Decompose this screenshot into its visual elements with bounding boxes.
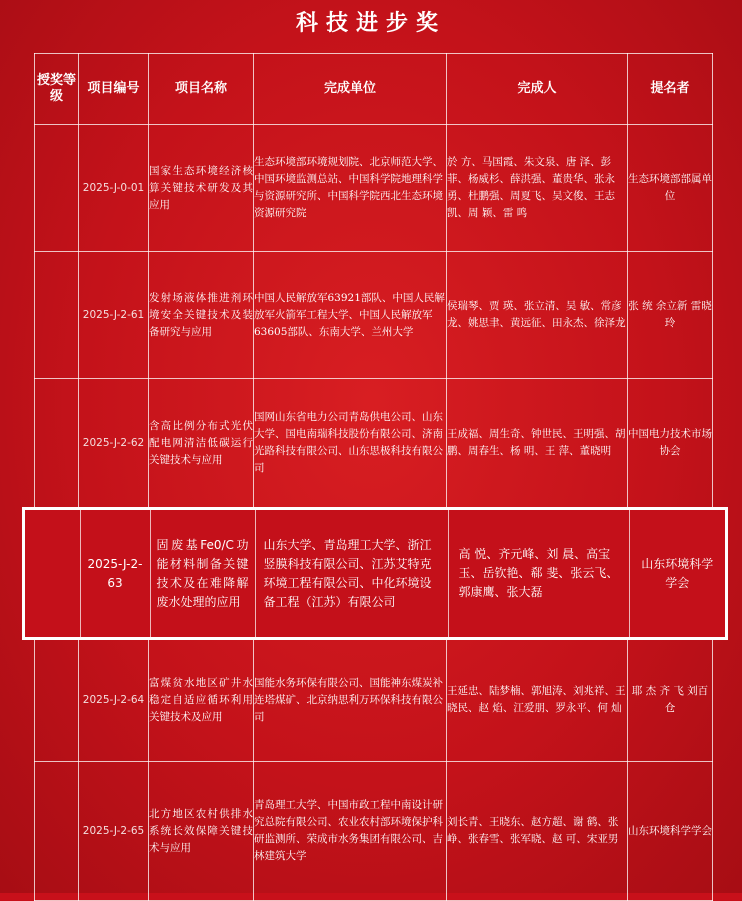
code-cell: 2025-J-0-01 bbox=[79, 125, 149, 252]
nominator-cell: 耶 杰 齐 飞 刘百仓 bbox=[628, 639, 713, 762]
header-code: 项目编号 bbox=[79, 54, 149, 125]
highlighted-row bbox=[22, 507, 728, 640]
unit-cell: 国网山东省电力公司青岛供电公司、山东大学、国电南瑞科技股份有限公司、济南光路科技有限公司、山东思极科技有限公司 bbox=[254, 379, 447, 508]
code-cell: 2025-J-2-62 bbox=[79, 379, 149, 508]
unit-cell: 山东大学、青岛理工大学、浙江竖膜科技有限公司、江苏艾特克环境工程有限公司、中化环境设备工程（江苏）有限公司 bbox=[255, 510, 448, 637]
people-cell: 王延忠、陆梦楠、郭旭涛、刘兆祥、王晓民、赵 焰、江爱朋、罗永平、何 灿 bbox=[447, 639, 628, 762]
code-cell: 2025-J-2-61 bbox=[79, 252, 149, 379]
table-row bbox=[35, 252, 713, 379]
page-title: 科技进步奖 bbox=[295, 10, 446, 36]
header-name: 项目名称 bbox=[149, 54, 254, 125]
name-cell: 固废基Fe0/C功能材料制备关键技术及在难降解废水处理的应用 bbox=[150, 510, 255, 637]
unit-cell: 生态环境部环境规划院、北京师范大学、中国环境监测总站、中国科学院地理科学与资源研究所、中国科学院西北生态环境资源研究院 bbox=[254, 125, 447, 252]
table-header-row bbox=[35, 54, 713, 125]
nominator-cell: 中国电力技术市场协会 bbox=[628, 379, 713, 508]
table-row bbox=[35, 639, 713, 762]
name-cell: 富煤贫水地区矿井水稳定自适应循环利用关键技术及应用 bbox=[149, 639, 254, 762]
level-cell bbox=[35, 379, 79, 508]
table-row bbox=[35, 125, 713, 252]
nominator-cell: 山东环境科学学会 bbox=[628, 762, 713, 901]
people-cell: 王成福、周生奇、钟世民、王明强、胡 鹏、周春生、杨 明、王 萍、董晓明 bbox=[447, 379, 628, 508]
level-cell bbox=[35, 252, 79, 379]
name-cell: 北方地区农村供排水系统长效保障关键技术与应用 bbox=[149, 762, 254, 901]
unit-cell: 中国人民解放军63921部队、中国人民解放军火箭军工程大学、中国人民解放军63605部队、东南大学、兰州大学 bbox=[254, 252, 447, 379]
people-cell: 侯瑞琴、贾 瑛、张立清、吴 敏、常彦龙、姚思聿、黄远征、田永杰、徐泽龙 bbox=[447, 252, 628, 379]
table-row bbox=[35, 379, 713, 508]
nominator-cell: 山东环境科学学会 bbox=[629, 510, 725, 637]
name-cell: 含高比例分布式光伏配电网清洁低碳运行关键技术与应用 bbox=[149, 379, 254, 508]
name-cell: 发射场液体推进剂环境安全关键技术及装备研究与应用 bbox=[149, 252, 254, 379]
people-cell: 刘长青、王晓东、赵方超、谢 鹤、张 峥、张春雪、张军晓、赵 可、宋亚男 bbox=[447, 762, 628, 901]
name-cell: 国家生态环境经济核算关键技术研发及其应用 bbox=[149, 125, 254, 252]
header-nominator: 提名者 bbox=[628, 54, 713, 125]
people-cell: 於 方、马国霞、朱文泉、唐 泽、彭 菲、杨威杉、薛洪强、董贵华、张永勇、杜鹏强、周夏飞、吴文俊、王志凯、周 颖、雷 鸣 bbox=[447, 125, 628, 252]
level-cell bbox=[35, 125, 79, 252]
people-cell: 高 悦、齐元峰、刘 晨、高宝玉、岳钦艳、郗 斐、张云飞、郭康鹰、张大磊 bbox=[448, 510, 629, 637]
nominator-cell: 生态环境部部属单位 bbox=[628, 125, 713, 252]
header-unit: 完成单位 bbox=[254, 54, 447, 125]
header-level: 授奖等级 bbox=[35, 54, 79, 125]
nominator-cell: 张 统 余立新 雷晓玲 bbox=[628, 252, 713, 379]
level-cell bbox=[35, 639, 79, 762]
unit-cell: 国能水务环保有限公司、国能神东煤炭补连塔煤矿、北京纳思利万环保科技有限公司 bbox=[254, 639, 447, 762]
table-row bbox=[35, 762, 713, 901]
header-people: 完成人 bbox=[447, 54, 628, 125]
code-cell: 2025-J-2-63 bbox=[80, 510, 150, 637]
award-table bbox=[34, 53, 713, 901]
code-cell: 2025-J-2-65 bbox=[79, 762, 149, 901]
level-cell bbox=[35, 762, 79, 901]
code-cell: 2025-J-2-64 bbox=[79, 639, 149, 762]
unit-cell: 青岛理工大学、中国市政工程中南设计研究总院有限公司、农业农村部环境保护科研监测所、荣成市水务集团有限公司、吉林建筑大学 bbox=[254, 762, 447, 901]
level-cell bbox=[25, 510, 80, 637]
